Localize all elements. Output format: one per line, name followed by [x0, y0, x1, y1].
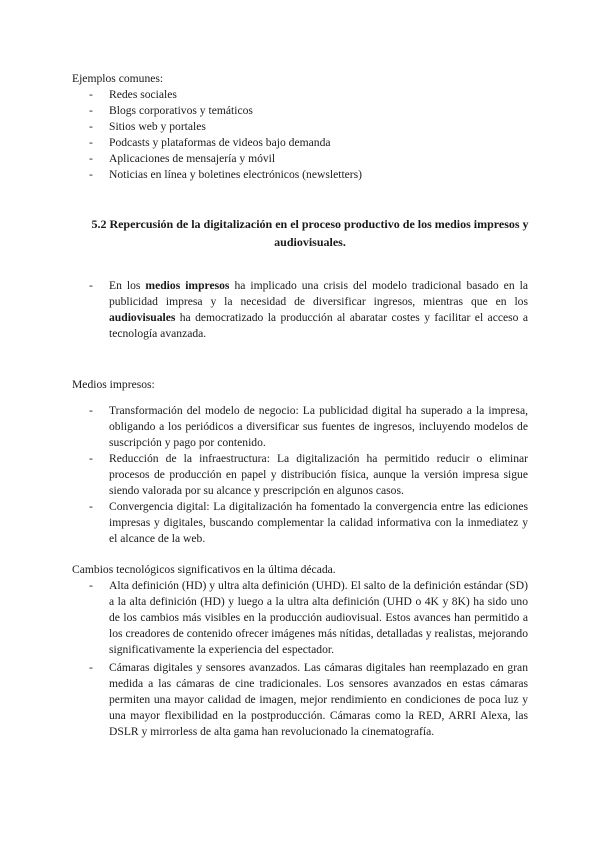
- common-examples-title: Ejemplos comunes:: [72, 72, 164, 85]
- summary-text-1: En los: [109, 279, 146, 292]
- tech-changes-section: [72, 578, 528, 742]
- section-heading: 5.2 Repercusión de la digitalización en el proceso productivo de los medios impresos y audiovisuales.: [91, 217, 529, 249]
- list-item: - Alta definición (HD) y ultra alta definición (UHD). El salto de la definición estándar (SD) a la alta definición (HD) y luego a la ultra alta definición (UHD o 4K y 8K) ha sido uno de los cambios más visibles en la producción audiovisual. Estos avances han permitido a los creadores de contenido ofrecer imágenes más nítidas, detalladas y realistas, mejorando significativamente la experiencia del espectador.: [72, 578, 528, 658]
- common-examples-section: [72, 71, 528, 183]
- list-item: - Aplicaciones de mensajería y móvil: [72, 151, 528, 167]
- list-item: - Blogs corporativos y temáticos: [72, 103, 528, 119]
- common-examples-list: [72, 87, 528, 183]
- summary-list: [72, 278, 528, 342]
- summary-bold-audiovisual: audiovisuales: [109, 311, 176, 324]
- print-media-list: [72, 403, 528, 547]
- tech-changes-list: [72, 578, 528, 740]
- summary-text-2: ha implicado una crisis del modelo tradicional basado en la publicidad impresa y la necesidad de diversificar ingresos, mientras que en los: [109, 279, 528, 308]
- list-item: - Reducción de la infraestructura: La digitalización ha permitido reducir o eliminar procesos de producción en papel y distribución física, aunque la versión impresa sigue siendo valorada por su alcance y prescripción en algunos casos.: [72, 451, 528, 499]
- summary-text-3: ha democratizado la producción al abaratar costes y facilitar el acceso a tecnología avanzada.: [109, 311, 528, 340]
- list-item: - Noticias en línea y boletines electrónicos (newsletters): [72, 167, 528, 183]
- tech-changes-title: Cambios tecnológicos significativos en la última década.: [72, 563, 336, 576]
- list-item: - Podcasts y plataformas de videos bajo demanda: [72, 135, 528, 151]
- summary-bold-print: medios impresos: [145, 279, 230, 292]
- list-item: - Cámaras digitales y sensores avanzados. Las cámaras digitales han reemplazado en gran medida a las cámaras de cine tradicionales. Los sensores avanzados en estas cámaras permiten una mayor calidad de imagen, mejor rendimiento en condiciones de poca luz y una mayor flexibilidad en la postproducción. Cámaras como la RED, ARRI Alexa, las DSLR y mirrorless de alta gama han revolucionado la cinematografía.: [72, 660, 528, 740]
- summary-item: [72, 278, 528, 342]
- list-item: - Convergencia digital: La digitalización ha fomentado la convergencia entre las ediciones impresas y digitales, buscando complementar la calidad informativa con la inmediatez y el alcance de la web.: [72, 499, 528, 547]
- list-item: - Transformación del modelo de negocio: La publicidad digital ha superado a la impresa, obligando a los periódicos a diversificar sus fuentes de ingresos, incluyendo modelos de suscripción y pago por contenido.: [72, 403, 528, 451]
- list-item: - Redes sociales: [72, 87, 528, 103]
- list-item: - Sitios web y portales: [72, 119, 528, 135]
- print-media-title: Medios impresos:: [72, 378, 155, 391]
- print-media-section: [72, 403, 528, 547]
- summary-section: [72, 278, 528, 342]
